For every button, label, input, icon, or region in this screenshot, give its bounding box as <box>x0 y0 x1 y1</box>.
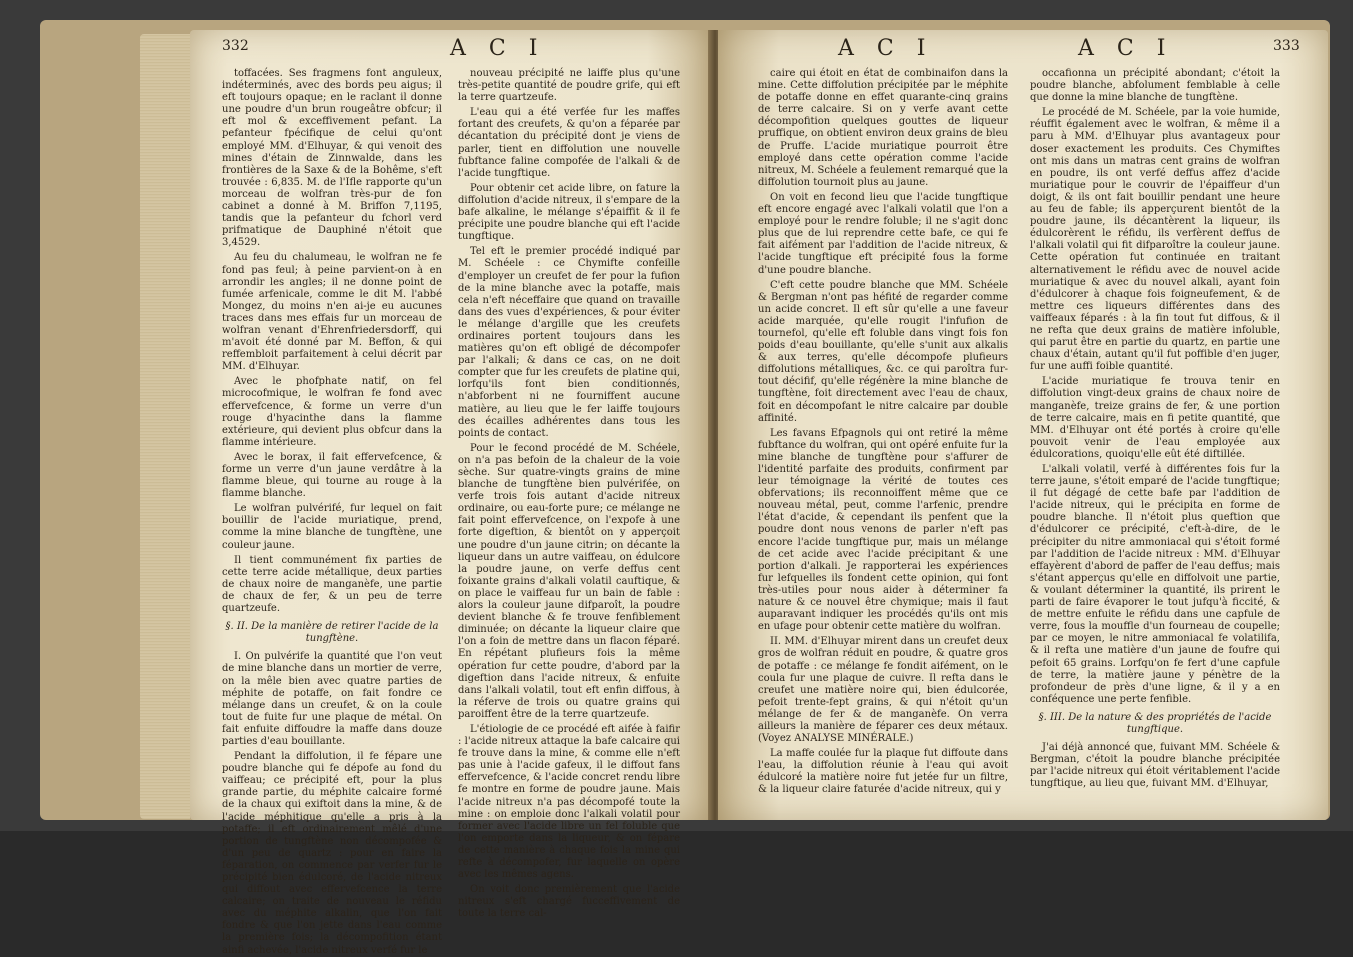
right-column-2 <box>1030 68 1280 813</box>
paragraph: Avec le phofphate natif, on fel microcofmique, le wolfran fe fond avec effervefcence, & forme un verre d'un rouge d'hyacinthe dans la flamme extérieure, qui devient plus obfcur dans la flamme intérieure. <box>222 376 442 448</box>
paragraph: C'eft cette poudre blanche que MM. Schéele & Bergman n'ont pas héfité de regarder comme un acide concret. Il eft sûr qu'elle a une faveur acide marquée, qu'elle rougit l'infufion de tournefol, qu'elle eft foluble dans vingt fois fon poids d'eau bouillante, qu'elle s'unit aux alkalis & aux terres, qu'elle décompofe plufieurs diffolutions métalliques, &c. ce qui paroîtra fur-tout décifif, qu'elle régénère la mine blanche de tungftène, foit directement avec l'eau de chaux, foit en décompofant le nitre calcaire par double affinité. <box>758 279 1008 424</box>
running-head-left: A C I <box>450 36 546 61</box>
section-heading: §. II. De la manière de retirer l'acide de la tungftène. <box>225 621 439 645</box>
right-page <box>718 30 1328 820</box>
paragraph: Au feu du chalumeau, le wolfran ne fe fond pas feul; à peine parvient-on à en arrondir les angles; il ne donne point de fumée arfenicale, comme le dit M. l'abbé Mongez, du moins n'en ai-je eu aucunes traces dans mes effais fur un morceau de wolfran venant d'Ehrenfriedersdorff, qui m'avoit été donné par M. Beffon, & qui reffembloit parfaitement à celui décrit par MM. d'Elhuyar. <box>222 252 442 373</box>
paragraph: Pendant la diffolution, il fe fépare une poudre blanche qui fe dépofe au fond du vaiffeau; ce précipité eft, pour la plus grande partie, du méphite calcaire formé de la chaux qui exiftoit dans la mine, & de l'acide méphitique qu'elle a pris à la potaffe; il eft ordinairement mêlé d'une portion de tungftène non décompofée & d'un peu de quartz : pour en faire la féparation, on commence par verfer fur le précipité bien édulcoré, de l'acide nitreux qui diffout avec effervefcence la terre calcaire; on traite de nouveau le réfidu avec du méphite alkalin, que l'on fait fondre & que l'on jette dans l'eau comme la première fois; la décompofition étant ainfi achevée, l'acide nitreux verfé fur le <box>222 751 442 956</box>
page-number-right: 333 <box>1273 38 1300 54</box>
paragraph: occafionna un précipité abondant; c'étoit la poudre blanche, abfolument femblable à celle que donne la mine blanche de tungftène. <box>1030 68 1280 104</box>
paragraph: toffacées. Ses fragmens font anguleux, indéterminés, avec des bords peu aigus; il eft toujours opaque; en le raclant il donne une poudre d'un brun rougeâtre obfcur; il eft mol & exceffivement pefant. La pefanteur fpécifique de celui qu'ont employé MM. d'Elhuyar, & qui venoit des mines d'étain de Zinnwalde, dans les frontières de la Saxe & de la Bohême, s'eft trouvée : 6,835. M. de l'Ifle rapporte qu'un morceau de wolfran très-pur de fon cabinet a donné à M. Briffon 7,1195, tandis que la pefanteur du fchorl verd prifmatique de Dauphiné n'étoit que 3,4529. <box>222 68 442 249</box>
paragraph: On voit donc premièrement que l'acide nitreux s'eft chargé fucceffivement de toute la terre cal- <box>458 884 680 920</box>
paragraph: On voit en fecond lieu que l'acide tungftique eft encore engagé avec l'alkali volatil que l'on a employé pour le rendre foluble; il ne s'agit donc plus que de lui reprendre cette bafe, ce qui fe fait aifément par l'addition de l'acide nitreux, & l'acide tungftique eft précipité fous la forme d'une poudre blanche. <box>758 191 1008 276</box>
paragraph: Les favans Efpagnols qui ont retiré la même fubftance du wolfran, qui ont opéré enfuite fur la mine blanche de tungftène pour s'affurer de l'identité parfaite des produits, confirment par leur témoignage la vérité de toutes ces obfervations; ils reconnoiffent même que ce nouveau métal, peut, comme l'arfenic, prendre l'état d'acide, & cependant ils penfent que la poudre dont nous venons de parler n'eft pas encore l'acide tungftique pur, mais un mélange de cet acide avec l'acide précipitant & une portion d'alkali. Je rapporterai les expériences fur lefquelles ils fondent cette opinion, qui font très-utiles pour nous aider à déterminer fa nature & ce nouvel être chymique; mais il faut auparavant indiquer les procédés qu'ils ont mis en ufage pour obtenir cette matière du wolfran. <box>758 427 1008 633</box>
page-number-left: 332 <box>222 38 249 54</box>
paragraph: Pour obtenir cet acide libre, on fature la diffolution d'acide nitreux, il s'empare de la bafe alkaline, le mélange s'épaiffit & il fe précipite une poudre blanche qui eft l'acide tungftique. <box>458 182 680 243</box>
paragraph: Le procédé de M. Schéele, par la voie humide, réuffit également avec le wolfran, & même il a paru à MM. d'Elhuyar plus avantageux pour doser exactement les produits. Ces Chymiftes ont mis dans un matras cent grains de wolfran en poudre, ils ont verfé deffus affez d'acide muriatique pour le couvrir de l'épaiffeur d'un doigt, & ils ont fait bouillir pendant une heure au feu de fable; ils apperçurent bientôt de la poudre jaune, ils décantèrent la liqueur, ils édulcorèrent le réfidu, ils verfèrent deffus de l'alkali volatil qui fit difparoître la couleur jaune. Cette opération fut continuée en traitant alternativement le réfidu avec de nouvel acide muriatique & avec du nouvel alkali, ayant foin d'édulcorer à chaque fois foigneufement, & de mettre ces liqueurs différentes dans des vaiffeaux féparés : à la fin tout fut diffous, & il ne refta que deux grains de matière infoluble, qui parut être en partie du quartz, en partie une chaux d'étain, autant qu'il fut poffible d'en juger, fur une auffi foible quantité. <box>1030 107 1280 373</box>
paragraph: L'étiologie de ce procédé eft aifée à faifir : l'acide nitreux attaque la bafe calcaire qui fe trouve dans la mine, & comme elle n'eft pas unie à l'acide gafeux, il le diffout fans effervefcence, & l'acide concret rendu libre fe montre en forme de poudre jaune. Mais l'acide nitreux n'a pas décompofé toute la mine : on emploie donc l'alkali volatil pour former avec l'acide libre un fel foluble que l'on emporte dans la liqueur, & on fépare de cette manière à chaque fois la mine qui refte à décompofer, fur laquelle on opère avec les mêmes agens. <box>458 723 680 881</box>
paragraph: Le wolfran pulvérifé, fur lequel on fait bouillir de l'acide muriatique, prend, comme la mine blanche de tungftène, une couleur jaune. <box>222 503 442 551</box>
paragraph: La maffe coulée fur la plaque fut diffoute dans l'eau, la diffolution réunie à l'eau qui avoit édulcoré la matière noire fut jetée fur un filtre, & la liqueur claire faturée d'acide nitreux, qui y <box>758 748 1008 796</box>
paragraph: Il tient communément fix parties de cette terre acide métallique, deux parties de chaux noire de manganèfe, une partie de chaux de fer, & un peu de terre quartzeufe. <box>222 554 442 615</box>
paragraph: L'eau qui a été verfée fur les maffes fortant des creufets, & qu'on a féparée par décantation du précipité dont je viens de parler, tient en diffolution une nouvelle fubftance faline compofée de l'alkali & de l'acide tungftique. <box>458 107 680 179</box>
right-column-1 <box>758 68 1008 813</box>
paragraph: Pour le fecond procédé de M. Schéele, on n'a pas befoin de la chaleur de la voie sèche. Sur quatre-vingts grains de mine blanche de tungftène bien pulvérifée, on verfe trois fois autant d'acide nitreux ordinaire, ou eau-forte pure; ce mélange ne fait point effervefcence, on l'expofe à une forte digeftion, & bientôt on y apperçoit une poudre d'un jaune citrin; on décante la liqueur dans un autre vaiffeau, on édulcore la poudre jaune, on verfe deffus cent foixante grains d'alkali volatil cauftique, & on place le vaiffeau fur un bain de fable : alors la couleur jaune difparoît, la poudre devient blanche & fe trouve fenfiblement diminuée; on décante la liqueur claire que l'on a foin de mettre dans un flacon féparé. En répétant plufieurs fois la même opération fur cette poudre, d'abord par la digeftion dans l'acide nitreux, & enfuite dans l'alkali volatil, tout eft enfin diffous, à la réferve de trois ou quatre grains qui paroiffent être de la terre quartzeufe. <box>458 442 680 720</box>
left-column-2 <box>458 68 680 920</box>
running-head-right-b: A C I <box>1078 36 1174 61</box>
left-page <box>190 30 710 956</box>
paragraph: Tel eft le premier procédé indiqué par M. Schéele : ce Chymifte confeille d'employer un creufet de fer pour la fufion de la mine blanche avec la potaffe, mais cela n'eft néceffaire que quand on travaille dans des vues d'expériences, & pour éviter le mélange d'argille que les creufets ordinaires portent toujours dans les matières qu'on eft obligé de décompofer par l'alkali; & dans ce cas, on ne doit compter que fur les creufets de platine qui, lorfqu'ils font bien conditionnés, n'abforbent ni ne fourniffent aucune matière, au lieu que le fer laiffe toujours des écailles adhérentes dans tous les points de contact. <box>458 246 680 439</box>
section-heading: §. III. De la nature & des propriétés de l'acide tungftique. <box>1038 711 1272 735</box>
page-edges <box>140 34 190 819</box>
paragraph: J'ai déjà annoncé que, fuivant MM. Schéele & Bergman, c'étoit la poudre blanche précipitée par l'acide nitreux qui étoit véritablement l'acide tungftique, au lieu que, fuivant MM. d'Elhuyar, <box>1030 742 1280 790</box>
book <box>40 20 1330 956</box>
running-head-right-a: A C I <box>838 36 934 61</box>
paragraph: L'alkali volatil, verfé à différentes fois fur la terre jaune, s'étoit emparé de l'acide tungftique; il fut dégagé de cette bafe par l'addition de l'acide nitreux, qui le précipita en forme de poudre blanche. Il n'étoit plus queftion que d'édulcorer ce précipité, c'eft-à-dire, de le précipiter du nitre ammoniacal qui s'étoit formé par l'addition de l'acide nitreux : MM. d'Elhuyar effayèrent d'abord de paffer de l'eau deffus; mais s'étant apperçus qu'elle en diffolvoit une partie, & voulant déterminer la quantité, ils prirent le parti de faire évaporer le tout jufqu'à ficcité, & de mettre enfuite le réfidu dans une capfule de verre, fous la mouffle d'un fourneau de coupelle; par ce moyen, le nitre ammoniacal fe volatilifa, & il refta une matière d'un jaune de foufre qui pefoit 65 grains. Lorfqu'on fe fert d'une capfule de terre, la matière jaune y pénètre de la profondeur de près d'une ligne, & il y a en conféquence une perte fenfible. <box>1030 464 1280 705</box>
paragraph: L'acide muriatique fe trouva tenir en diffolution vingt-deux grains de chaux noire de manganèfe, treize grains de fer, & une portion de terre calcaire, mais en fi petite quantité, que MM. d'Elhuyar ont été portés à croire qu'elle pouvoit venir de l'eau employée aux édulcorations, quoiqu'elle eût été diftillée. <box>1030 376 1280 460</box>
paragraph: II. MM. d'Elhuyar mirent dans un creufet deux gros de wolfran réduit en poudre, & quatre gros de potaffe : ce mélange fe fondit aifément, on le coula fur une plaque de cuivre. Il refta dans le creufet une matière noire qui, bien édulcorée, pefoit trente-fept grains, & qui n'étoit qu'un mélange de fer & de manganèfe. On verra ailleurs la manière de féparer ces deux métaux. (Voyez ANALYSE MINÉRALE.) <box>758 636 1008 745</box>
paragraph: I. On pulvérife la quantité que l'on veut de mine blanche dans un mortier de verre, on la mêle bien avec quatre parties de méphite de potaffe, on fait fondre ce mélange dans un creufet, & on la coule tout de fuite fur une plaque de métal. On fait enfuite diffoudre la maffe dans douze parties d'eau bouillante. <box>222 651 442 747</box>
paragraph: caire qui étoit en état de combinaifon dans la mine. Cette diffolution précipitée par le méphite de potaffe donne en effet quarante-cinq grains de terre calcaire. Si on y verfe avant cette décompofition quelques gouttes de liqueur pruffique, on obtient environ deux grains de bleu de Pruffe. L'acide muriatique pourroit être employé dans cette opération comme l'acide nitreux, M. Schéele a feulement remarqué que la diffolution tournoit plus au jaune. <box>758 68 1008 188</box>
left-column-1 <box>222 68 442 956</box>
paragraph: nouveau précipité ne laiffe plus qu'une très-petite quantité de poudre grife, qui eft la terre quartzeufe. <box>458 68 680 104</box>
paragraph: Avec le borax, il fait effervefcence, & forme un verre d'un jaune verdâtre à la flamme bleue, qui tourne au rouge à la flamme blanche. <box>222 451 442 500</box>
